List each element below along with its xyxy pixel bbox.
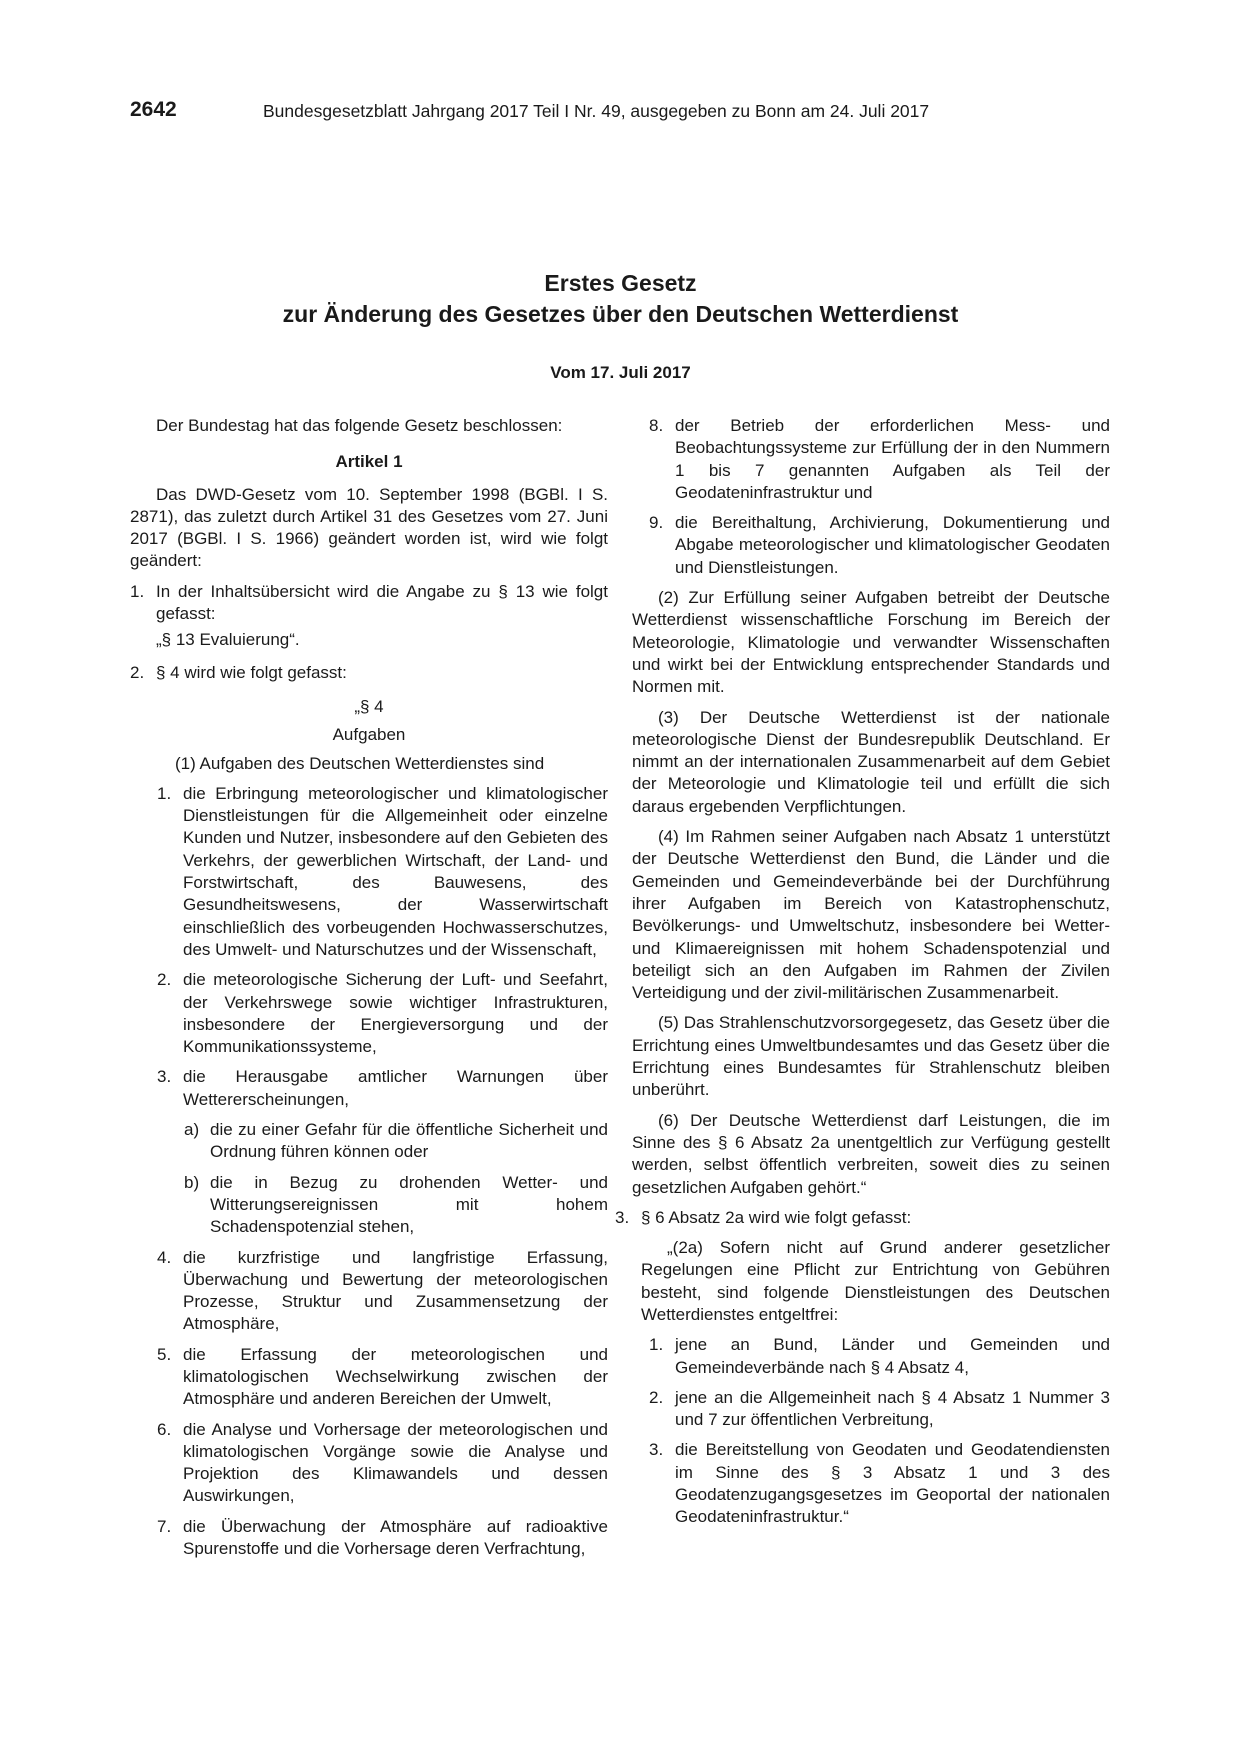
article-heading: Artikel 1 bbox=[335, 452, 403, 472]
task-item bbox=[130, 1066, 608, 1111]
free-service-item bbox=[632, 1387, 1110, 1432]
inserted-heading-quote: „§ 13 Evaluierung“. bbox=[156, 630, 300, 650]
task-item bbox=[130, 1247, 608, 1336]
task-number: 2. bbox=[157, 970, 172, 990]
item-number: 1. bbox=[130, 581, 145, 601]
item-number: 3. bbox=[615, 1207, 630, 1227]
sub-item-text: die zu einer Gefahr für die öffentliche Sicherheit und Ordnung führen können oder bbox=[210, 1120, 608, 1162]
law-title-line-2: zur Änderung des Gesetzes über den Deutschen Wetterdienst bbox=[282, 301, 959, 327]
task-item bbox=[130, 969, 608, 1058]
task-number: 3. bbox=[157, 1067, 172, 1087]
amendment-item-1 bbox=[130, 581, 608, 626]
running-head: Bundesgesetzblatt Jahrgang 2017 Teil I Nr. 49, ausgegeben zu Bonn am 24. Juli 2017 bbox=[263, 101, 930, 121]
task-number: 1. bbox=[157, 783, 172, 803]
task-item bbox=[130, 1516, 608, 1561]
item-text: In der Inhaltsübersicht wird die Angabe zu § 13 wie folgt gefasst: bbox=[156, 581, 608, 624]
law-title-line-1: Erstes Gesetz bbox=[544, 270, 697, 296]
task-number: 6. bbox=[157, 1419, 172, 1439]
task-text: die Überwachung der Atmosphäre auf radioaktive Spurenstoffe und die Vorhersage deren Verfrachtung, bbox=[183, 1516, 608, 1559]
task-item bbox=[632, 415, 1110, 504]
subsection-2a: „(2a) Sofern nicht auf Grund anderer gesetzlicher Regelungen eine Pflicht zur Entrichtung von Gebühren besteht, sind folgende Dienstleistungen des Deutschen Wetterdienstes entgeltfrei: bbox=[641, 1238, 1110, 1324]
item-number: 2. bbox=[130, 662, 145, 682]
task-text: die Herausgabe amtlicher Warnungen über Wettererscheinungen, bbox=[183, 1067, 608, 1109]
item-text: § 4 wird wie folgt gefasst: bbox=[156, 662, 347, 682]
sub-item-text: die in Bezug zu drohenden Wetter- und Witterungsereignissen mit hohem Schadenspotenzial stehen, bbox=[210, 1172, 608, 1237]
service-text: die Bereitstellung von Geodaten und Geodatendiensten im Sinne des § 3 Absatz 1 und 3 des Geodatenzugangsgesetzes im Geoportal der nationalen Geodateninfrastruktur.“ bbox=[675, 1440, 1110, 1527]
amendment-item-2 bbox=[130, 662, 608, 684]
section-sign: „§ 4 bbox=[354, 696, 384, 716]
task-number: 4. bbox=[157, 1247, 172, 1267]
subsection-3: (3) Der Deutsche Wetterdienst ist der nationale meteorologische Dienst der Bundesrepublik Deutschland. Er nimmt an der internationalen Zusammenarbeit auf dem Gebiet der Meteorologie und Klimatologie teil und erfüllt die sich daraus ergebenden Verpflichtungen. bbox=[632, 707, 1110, 816]
task-text: die Bereithaltung, Archivierung, Dokumentierung und Abgabe meteorologischer und klimatologischer Geodaten und Dienstleistungen. bbox=[675, 513, 1110, 577]
service-number: 3. bbox=[649, 1440, 664, 1460]
section-title: Aufgaben bbox=[332, 725, 406, 745]
right-column bbox=[615, 415, 1110, 1537]
subsection-4: (4) Im Rahmen seiner Aufgaben nach Absatz 1 unterstützt der Deutsche Wetterdienst den Bund, die Länder und die Gemeinden und Gemeindeverbände bei der Durchführung ihrer Aufgaben im Bereich von Katastrophenschutz, Bevölkerungs- und Umweltschutz, insbesondere bei Wetter- und Klimaereignissen mit hohem Schadenspotenzial und beteiligt sich an den Aufgaben im Rahmen der Zivilen Verteidigung und der zivil-militärischen Zusammenarbeit. bbox=[632, 827, 1110, 1003]
task-number: 8. bbox=[649, 416, 664, 435]
free-service-item bbox=[632, 1439, 1110, 1528]
subsection-2: (2) Zur Erfüllung seiner Aufgaben betreibt der Deutsche Wetterdienst wissenschaftliche Forschung im Bereich der Meteorologie, Klimatologie und verwandter Wissenschaften und wirkt bei der Entwicklung entsprechender Standards und Normen mit. bbox=[632, 588, 1110, 697]
service-number: 2. bbox=[649, 1387, 664, 1407]
sub-item-letter: b) bbox=[184, 1172, 200, 1192]
task-text: die meteorologische Sicherung der Luft- und Seefahrt, der Verkehrswege sowie wichtiger Infrastrukturen, insbesondere der Energieversorgung und der Kommunikationssysteme, bbox=[183, 970, 608, 1057]
free-service-item bbox=[632, 1334, 1110, 1379]
item-text: § 6 Absatz 2a wird wie folgt gefasst: bbox=[641, 1207, 912, 1227]
task-text: die Analyse und Vorhersage der meteorologischen und klimatologischen Vorgänge sowie die Analyse und Projektion des Klimawandels und dessen Auswirkungen, bbox=[183, 1419, 608, 1506]
service-text: jene an Bund, Länder und Gemeinden und Gemeindeverbände nach § 4 Absatz 4, bbox=[675, 1335, 1110, 1377]
service-text: jene an die Allgemeinheit nach § 4 Absatz 1 Nummer 3 und 7 zur öffentlichen Verbreitung, bbox=[675, 1387, 1110, 1430]
service-number: 1. bbox=[649, 1335, 664, 1355]
page-number: 2642 bbox=[130, 98, 177, 121]
sub-item-letter: a) bbox=[184, 1120, 200, 1140]
task-item bbox=[130, 783, 608, 961]
amendment-item-3 bbox=[615, 1207, 1110, 1229]
task-text: die kurzfristige und langfristige Erfassung, Überwachung und Bewertung der meteorologischen Prozesse, Struktur und Zusammensetzung der Atmosphäre, bbox=[183, 1247, 608, 1334]
title-block bbox=[0, 268, 1241, 383]
task-number: 9. bbox=[649, 513, 664, 533]
task-text: die Erfassung der meteorologischen und klimatologischen Wechselwirkung zwischen der Atmosphäre und anderen Bereichen der Umwelt, bbox=[183, 1344, 608, 1409]
left-column bbox=[130, 415, 608, 1568]
task-number: 5. bbox=[157, 1344, 172, 1364]
task-item bbox=[130, 1419, 608, 1508]
task-item bbox=[632, 512, 1110, 579]
task-number: 7. bbox=[157, 1516, 172, 1536]
law-date: Vom 17. Juli 2017 bbox=[550, 363, 691, 382]
subsection-6: (6) Der Deutsche Wetterdienst darf Leistungen, die im Sinne des § 6 Absatz 2a unentgeltlich zur Verfügung gestellt werden, selbst öffentlich verbreiten, soweit dies zu seinen gesetzlichen Aufgaben gehört.“ bbox=[632, 1110, 1110, 1197]
enactment-clause: Der Bundestag hat das folgende Gesetz beschlossen: bbox=[156, 416, 563, 435]
task-text: die Erbringung meteorologischer und klimatologischer Dienstleistungen für die Allgemeinheit oder einzelne Kunden und Nutzer, insbesondere auf den Gebieten des Verkehrs, der gewerblichen Wirtschaft, der Land- und Forstwirtschaft, des Bauwesens, des Gesundheitswesens, der Wasserwirtschaft einschließlich des vorbeugenden Hochwasserschutzes, des Umwelt- und Naturschutzes und der Wissenschaft, bbox=[183, 783, 608, 959]
article-intro: Das DWD-Gesetz vom 10. September 1998 (BGBl. I S. 2871), das zuletzt durch Artikel 31 des Gesetzes vom 27. Juni 2017 (BGBl. I S. 1966) geändert worden ist, wird wie folgt geändert: bbox=[130, 484, 608, 571]
subsection-1: (1) Aufgaben des Deutschen Wetterdienstes sind bbox=[175, 753, 545, 773]
sub-item-b bbox=[130, 1172, 608, 1239]
task-text: der Betrieb der erforderlichen Mess- und Beobachtungssysteme zur Erfüllung der in den Nummern 1 bis 7 genannten Aufgaben als Teil der Geodateninfrastruktur und bbox=[675, 416, 1110, 502]
subsection-5: (5) Das Strahlenschutzvorsorgegesetz, das Gesetz über die Errichtung eines Umweltbundesamtes und das Gesetz über die Errichtung eines Bundesamtes für Strahlenschutz bleiben unberührt. bbox=[632, 1013, 1110, 1100]
task-item bbox=[130, 1344, 608, 1411]
sub-item-a bbox=[130, 1119, 608, 1164]
